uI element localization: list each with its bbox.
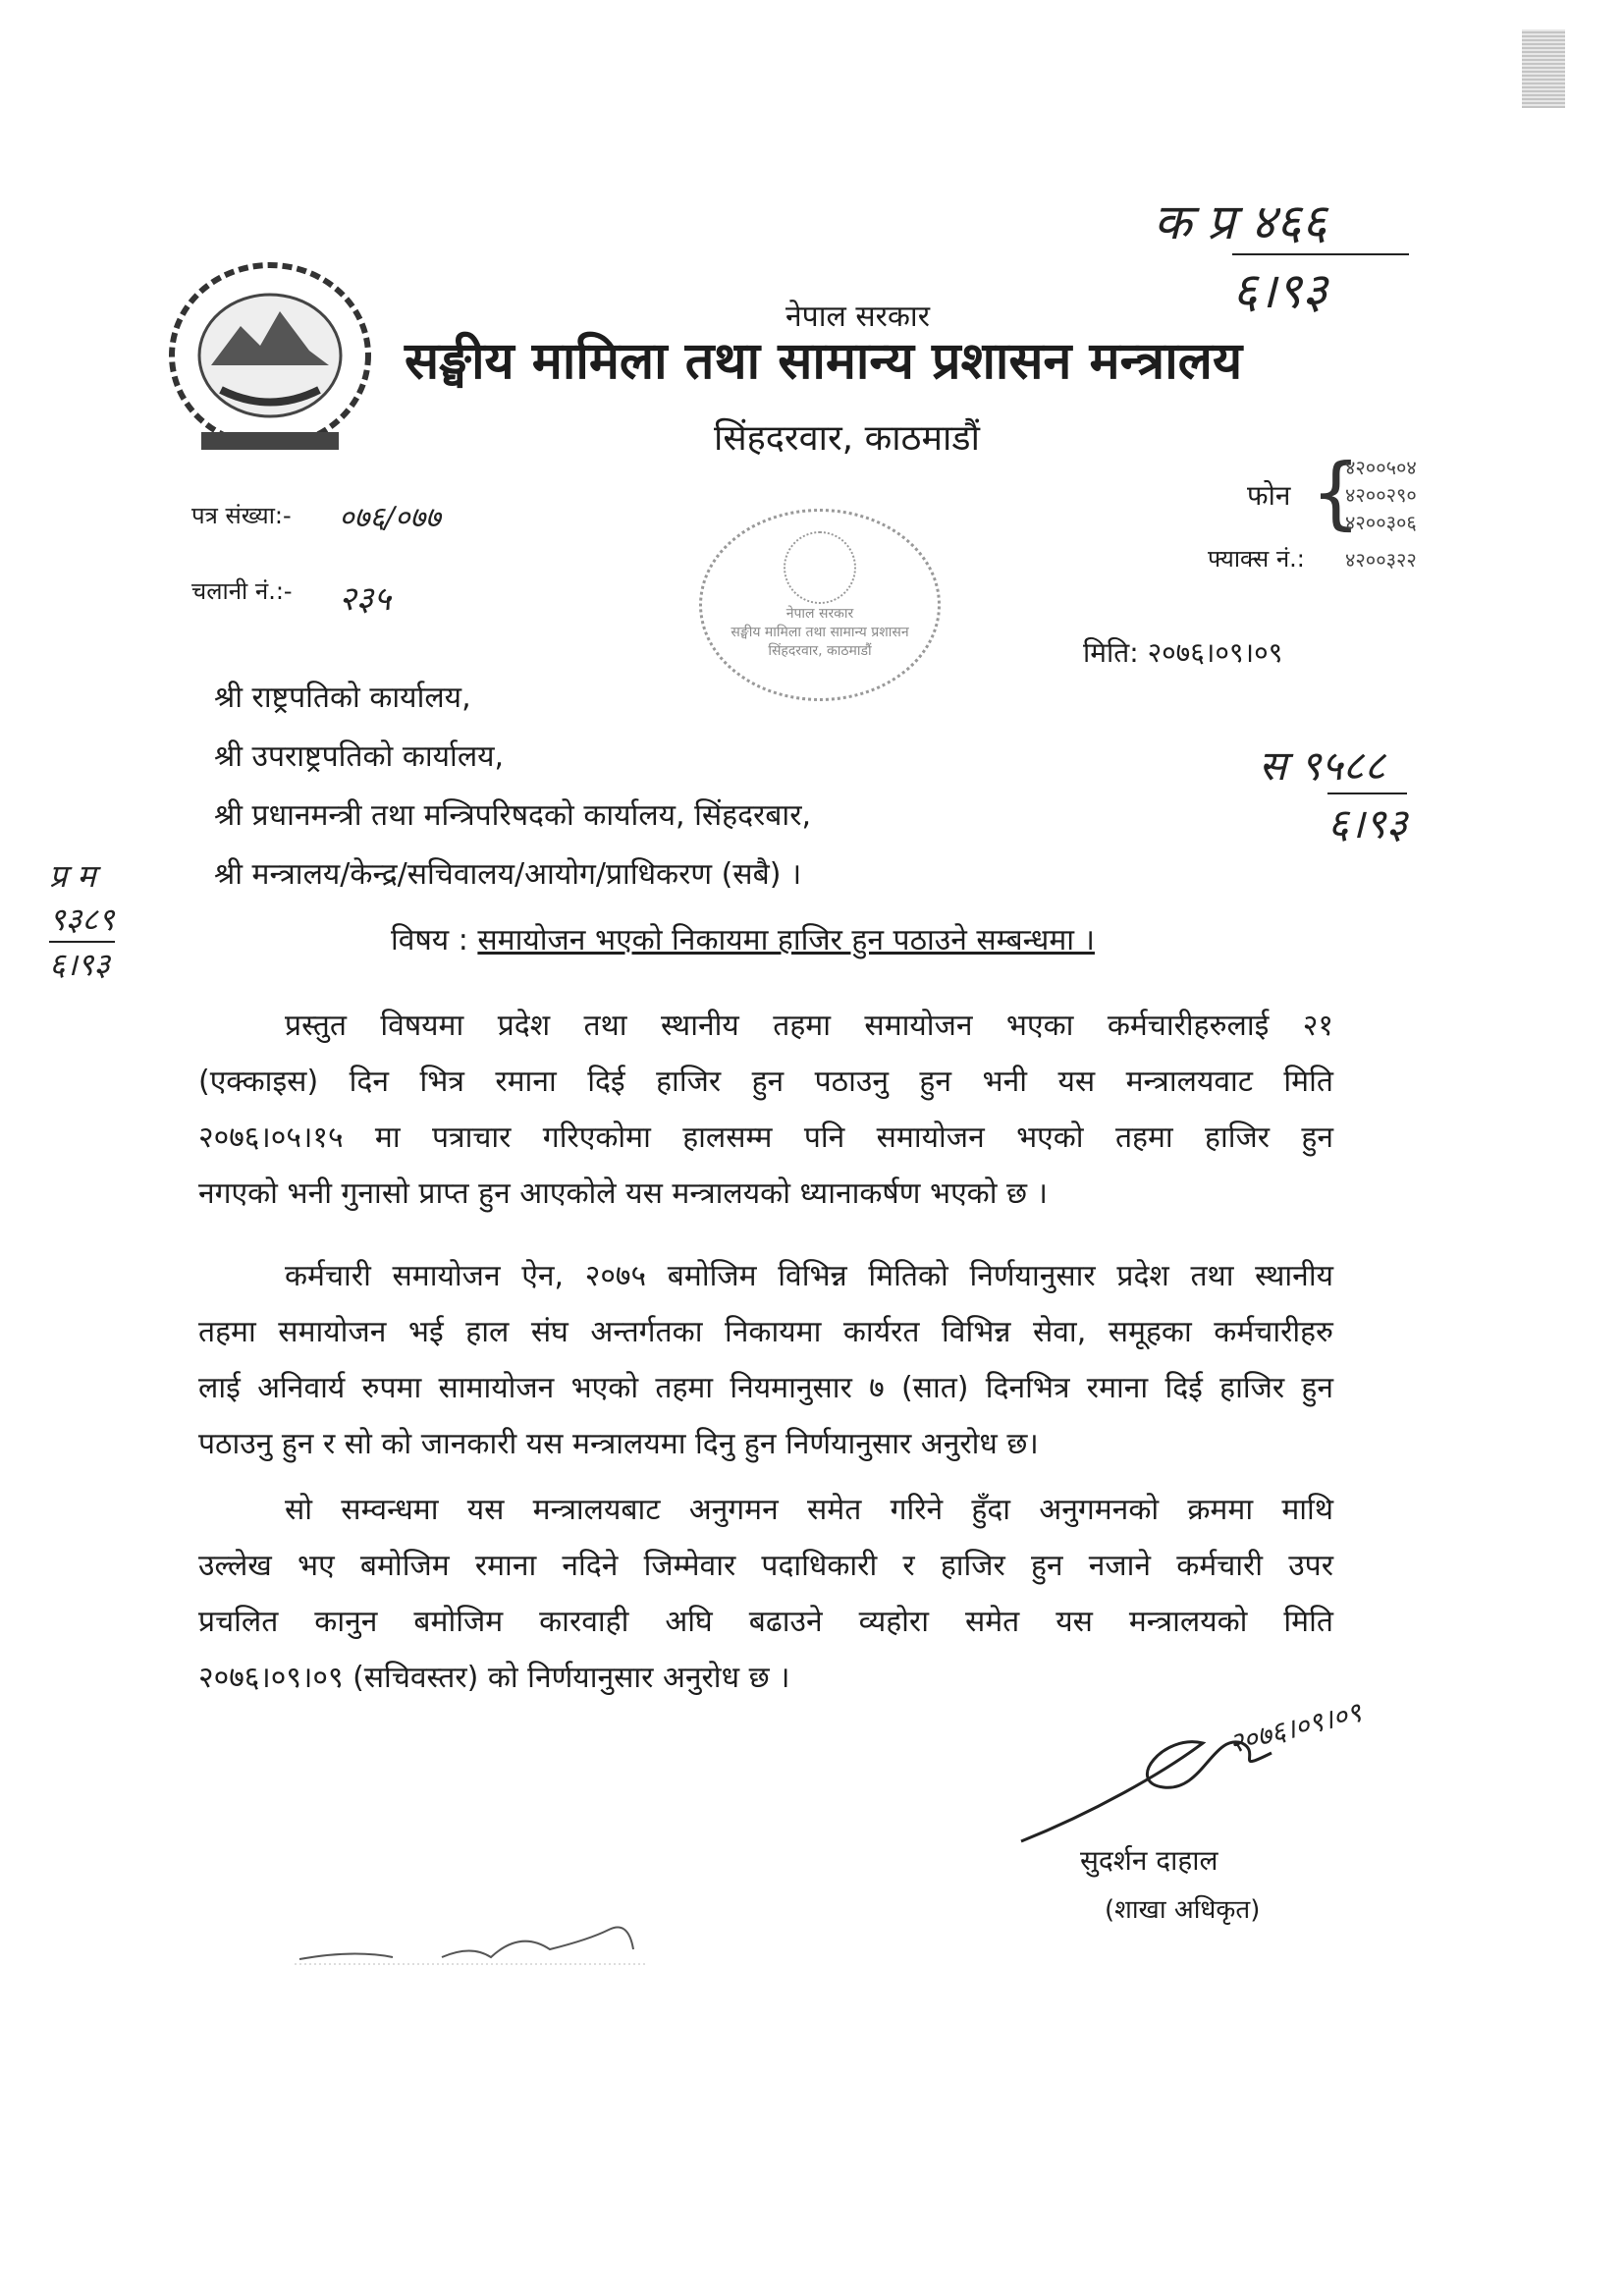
paragraph-2-line: पठाउनु हुन र सो को जानकारी यस मन्त्रालयमा दिनु हुन निर्णयानुसार अनुरोध छ।: [198, 1427, 1039, 1461]
letter-number-label: पत्र संख्या:-: [191, 502, 292, 529]
ministry-address: सिंहदरवार, काठमाडौं: [714, 418, 980, 459]
stamp-emblem-icon: [784, 531, 856, 604]
stamp-text: सङ्घीय मामिला तथा सामान्य प्रशासन: [731, 625, 909, 640]
paragraph-1-line: २०७६।०५।१५ मा पत्राचार गरिएकोमा हालसम्म पनि समायोजन भएको तहमा हाजिर हुन: [198, 1121, 1333, 1155]
paragraph-1-line: प्रस्तुत विषयमा प्रदेश तथा स्थानीय तहमा समायोजन भएका कर्मचारीहरुलाई २१: [285, 1009, 1333, 1043]
ministry-title: सङ्घीय मामिला तथा सामान्य प्रशासन मन्त्रालय: [405, 332, 1243, 391]
paragraph-2-line: कर्मचारी समायोजन ऐन, २०७५ बमोजिम विभिन्न मितिको निर्णयानुसार प्रदेश तथा स्थानीय: [285, 1259, 1333, 1293]
office-stamp: [699, 509, 941, 701]
fax-label: फ्याक्स नं.:: [1208, 545, 1305, 573]
addressee: श्री मन्त्रालय/केन्द्र/सचिवालय/आयोग/प्राधिकरण (सबै) ।: [214, 857, 802, 892]
subject-text: समायोजन भएको निकायमा हाजिर हुन पठाउने सम्बन्धमा ।: [477, 923, 1095, 957]
handwritten-text: क प्र ४६६: [1154, 193, 1327, 250]
paragraph-2-line: लाई अनिवार्य रुपमा सामायोजन भएको तहमा नियमानुसार ७ (सात) दिनभित्र रमाना दिई हाजिर हुन: [198, 1371, 1333, 1405]
paragraph-2-line: तहमा समायोजन भई हाल संघ अन्तर्गतका निकायमा कार्यरत विभिन्न सेवा, समूहका कर्मचारीहरु: [198, 1315, 1333, 1349]
signatory-name: सुदर्शन दाहाल: [1080, 1844, 1218, 1877]
addressee: श्री उपराष्ट्रपतिको कार्यालय,: [214, 739, 505, 774]
handwritten-note-right: [1259, 737, 1407, 850]
handwritten-registration: [1154, 187, 1409, 322]
government-name: नेपाल सरकार: [785, 300, 930, 334]
nepal-emblem-logo: [162, 257, 378, 459]
stamp-text: सिंहदरवार, काठमाडौं: [768, 643, 872, 659]
handwritten-text: ६।९३: [1232, 253, 1409, 322]
handwritten-text: प्र म: [49, 857, 96, 895]
addressee: श्री प्रधानमन्त्री तथा मन्त्रिपरिषदको कार्यालय, सिंहदरबार,: [214, 798, 812, 833]
phone-number: ४२००२९०: [1345, 483, 1417, 507]
signatory-title: (शाखा अधिकृत): [1105, 1895, 1261, 1925]
paragraph-3-line: उल्लेख भए बमोजिम रमाना नदिने जिम्मेवार पदाधिकारी र हाजिर हुन नजाने कर्मचारी उपर: [198, 1549, 1333, 1583]
handwritten-text: ६।९३: [49, 946, 111, 983]
dispatch-number: २३५: [339, 579, 392, 619]
stamp-text: नेपाल सरकार: [785, 606, 854, 622]
paragraph-3-line: प्रचलित कानुन बमोजिम कारवाही अघि बढाउने व्यहोरा समेत यस मन्त्रालयको मिति: [198, 1605, 1333, 1639]
handwritten-scribble: [295, 1910, 648, 1969]
paragraph-3-line: २०७६।०९।०९ (सचिवस्तर) को निर्णयानुसार अनुरोध छ ।: [198, 1661, 790, 1695]
fax-number: ४२००३२२: [1345, 548, 1417, 572]
signature-date: २०७६।०९।०९: [1225, 1695, 1365, 1761]
letter-number: ०७६/०७७: [339, 501, 441, 535]
handwritten-text: ६।९३: [1327, 793, 1407, 850]
handwritten-text: स ९५८८: [1259, 741, 1386, 790]
addressee: श्री राष्ट्रपतिको कार्यालय,: [214, 681, 471, 715]
date-value: २०७६।०९।०९: [1147, 636, 1283, 669]
letter-date: [1083, 633, 1282, 671]
phone-number: ४२००५०४: [1345, 456, 1417, 479]
handwritten-note-left: [49, 854, 115, 986]
paragraph-3-line: सो सम्वन्धमा यस मन्त्रालयबाट अनुगमन समेत गरिने हुँदा अनुगमनको क्रममा माथि: [285, 1493, 1333, 1527]
handwritten-text: ९३८९: [49, 898, 115, 943]
phone-number: ४२००३०६: [1345, 511, 1417, 534]
phone-list: [1345, 454, 1417, 536]
paragraph-1-line: (एक्काइस) दिन भित्र रमाना दिई हाजिर हुन पठाउनु हुन भनी यस मन्त्रालयवाट मिति: [198, 1065, 1333, 1099]
phone-label: फोन: [1247, 479, 1291, 512]
brace-icon: {: [1311, 447, 1361, 538]
subject-line: [391, 918, 1095, 958]
dispatch-number-label: चलानी नं.:-: [191, 577, 293, 605]
date-label: मिति:: [1083, 636, 1139, 669]
scan-artifact: [1522, 29, 1565, 108]
subject-label: विषय :: [391, 923, 468, 957]
paragraph-1-line: नगएको भनी गुनासो प्राप्त हुन आएकोले यस मन्त्रालयको ध्यानाकर्षण भएको छ ।: [198, 1176, 1048, 1211]
